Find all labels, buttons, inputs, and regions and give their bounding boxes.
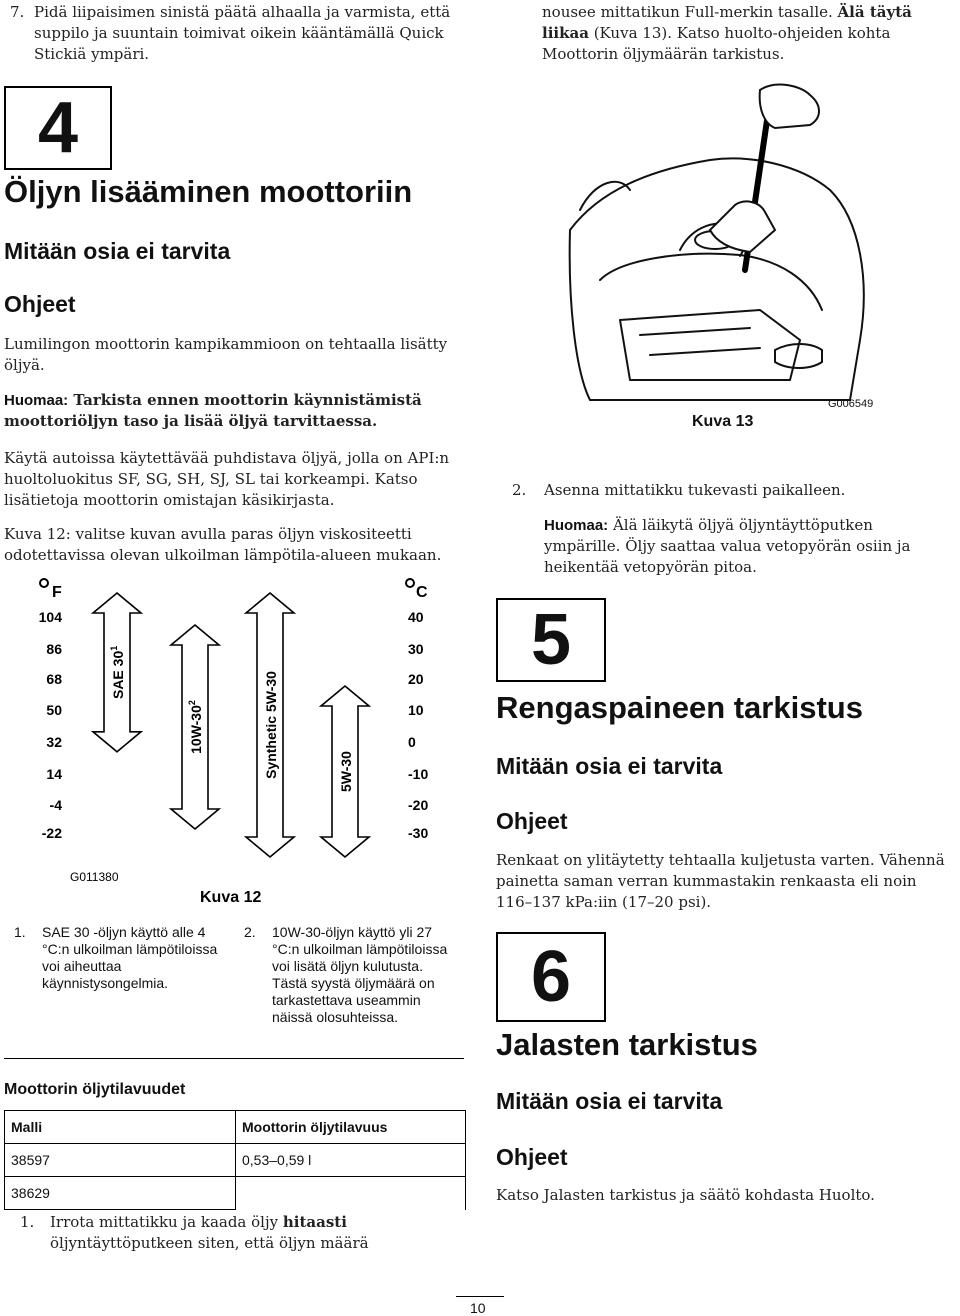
step-number-box: 4: [4, 86, 112, 170]
paragraph: Lumilingon moottorin kampikammioon on tehtaalla lisätty öljyä.: [4, 335, 448, 374]
section-subtitle: Mitään osia ei tarvita: [496, 1088, 723, 1114]
table-row: [5, 1177, 466, 1210]
note-label: Huomaa:: [544, 517, 609, 534]
paragraph: Renkaat on ylitäytetty tehtaalla kuljetusta varten. Vähennä painetta saman verran kummastakin renkaasta eli noin 116–137 kPa:iin (17–20 psi).: [496, 851, 945, 911]
instructions-heading: Ohjeet: [4, 291, 76, 317]
table-cell: 0,53–0,59 l: [236, 1144, 466, 1177]
section-title: Jalasten tarkistus: [496, 1027, 758, 1062]
do-not-overfill-warning: Älä täytä liikaa: [542, 3, 912, 42]
table-row: [5, 1144, 466, 1177]
f-tick-label: -4: [49, 797, 62, 813]
section-title: Öljyn lisääminen moottoriin: [4, 174, 413, 209]
note-text: Tarkista ennen moottorin käynnistämistä moottoriöljyn taso ja lisää öljyä tarvittaessa.: [4, 391, 422, 430]
oil-bottle: [710, 201, 775, 252]
capacity-table: [4, 1110, 466, 1210]
c-tick-label: 0: [408, 734, 416, 750]
c-tick-label: -20: [408, 797, 429, 813]
divider: [4, 1058, 464, 1059]
item-7-number: 7.: [10, 3, 25, 21]
paragraph: Katso Jalasten tarkistus ja säätö kohdasta Huolto.: [496, 1186, 875, 1204]
table-header-row: [5, 1111, 466, 1144]
figure-code: G006549: [828, 398, 874, 410]
step-number-box: 6: [496, 932, 606, 1022]
figure-caption: Kuva 13: [692, 413, 754, 430]
degree-symbol-c: [406, 579, 414, 587]
engine-dipstick-illustration: [560, 80, 890, 410]
item-1: 1. Irrota mittatikku ja kaada öljy hitaasti öljyntäyttöputkeen siten, että öljyn määrä: [20, 1213, 369, 1252]
engine-detail: [600, 254, 822, 310]
unit-f-label: F: [52, 584, 62, 601]
f-tick-label: 86: [46, 641, 62, 657]
footnote-marker: 2: [187, 700, 197, 706]
note-text: Älä läikytä öljyä öljyntäyttöputken ympärille. Öljy saattaa valua vetopyörän osiin ja heikentää vetopyörän pitoa.: [544, 516, 911, 576]
c-tick-label: -30: [408, 825, 429, 841]
footnote-2-number: 2.: [244, 924, 256, 940]
viscosity-grade-label: 5W-30: [338, 751, 354, 792]
unit-c-label: C: [416, 584, 428, 601]
page-number: 10: [470, 1300, 486, 1316]
footnote-marker: 1: [109, 645, 119, 651]
section-subtitle: Mitään osia ei tarvita: [4, 238, 231, 264]
figure-caption: Kuva 12: [200, 889, 262, 906]
f-tick-label: 50: [46, 702, 62, 718]
item-2: [512, 480, 952, 501]
viscosity-grade-label: SAE $30^1$: [109, 645, 126, 700]
footnote-1-number: 1.: [14, 924, 26, 940]
note: [4, 390, 464, 432]
f-tick-label: 68: [46, 671, 62, 687]
degree-symbol-f: [40, 579, 48, 587]
footnote-2: [244, 924, 454, 1026]
step-number-box: 5: [496, 598, 606, 682]
engine-detail: [640, 328, 760, 355]
paragraph: Käytä autoissa käytettävää puhdistava öljyä, jolla on API:n huoltoluokitus SF, SG, SH, SJ, SL tai korkeampi. Katso lisätietoja moottorin omistajan käsikirjasta.: [4, 449, 450, 509]
table-header: Moottorin öljytilavuus: [236, 1111, 466, 1144]
section-subtitle: Mitään osia ei tarvita: [496, 753, 723, 779]
c-tick-label: 40: [408, 609, 424, 625]
viscosity-chart: [0, 570, 470, 910]
viscosity-grade-label: $10W-30^2$: [187, 700, 204, 754]
footnote-1-text: SAE 30 -öljyn käyttö alle 4 °C:n ulkoilman lämpötiloissa voi aiheuttaa käynnistysongelmia.: [42, 924, 218, 991]
oil-level-paragraph: nousee mittatikun Full-merkin tasalle. Älä täytä liikaa (Kuva 13). Katso huolto-ohjeiden kohta Moottorin öljymäärän tarkistus.: [542, 3, 912, 63]
c-tick-label: -10: [408, 766, 429, 782]
item-7: [10, 2, 460, 65]
f-tick-label: -22: [41, 825, 62, 841]
hand: [760, 85, 819, 128]
item-1-number: 1.: [20, 1213, 35, 1231]
viscosity-grade-label: Synthetic 5W-30: [263, 671, 279, 779]
footer-rule: [456, 1296, 504, 1297]
item-7-text: Pidä liipaisimen sinistä päätä alhaalla ja varmista, että suppilo ja suuntain toimivat oikein kääntämällä Quick Stickiä ympäri.: [34, 3, 451, 63]
f-tick-label: 104: [38, 609, 62, 625]
note-label: Huomaa:: [4, 392, 69, 409]
instructions-heading: Ohjeet: [496, 808, 568, 834]
paragraph: Kuva 12: valitse kuvan avulla paras öljyn viskositeetti odotettavissa olevan ulkoilman lämpötila-alueen mukaan.: [4, 525, 442, 564]
instructions-heading: Ohjeet: [496, 1144, 568, 1170]
note: [544, 515, 944, 578]
c-tick-label: 30: [408, 641, 424, 657]
table-cell: 38629: [5, 1177, 236, 1210]
table-title: Moottorin öljytilavuudet: [4, 1081, 186, 1098]
item-2-number: 2.: [512, 481, 527, 499]
footnote-1: [14, 924, 234, 992]
f-tick-label: 32: [46, 734, 62, 750]
section-title: Rengaspaineen tarkistus: [496, 690, 863, 725]
table-cell: [236, 1177, 466, 1210]
table-cell: 38597: [5, 1144, 236, 1177]
table-header: Malli: [5, 1111, 236, 1144]
f-tick-label: 14: [46, 766, 62, 782]
footnote-2-text: 10W-30-öljyn käyttö yli 27 °C:n ulkoilman lämpötiloissa voi lisätä öljyn kulutusta. Tästä syystä öljymäärä on tarkastettava useammin näissä olosuhteissa.: [272, 924, 448, 1025]
figure-code: G011380: [70, 870, 119, 884]
engine-detail: [620, 310, 800, 380]
c-tick-label: 10: [408, 702, 424, 718]
item-2-text: Asenna mittatikku tukevasti paikalleen.: [544, 481, 846, 499]
c-tick-label: 20: [408, 671, 424, 687]
